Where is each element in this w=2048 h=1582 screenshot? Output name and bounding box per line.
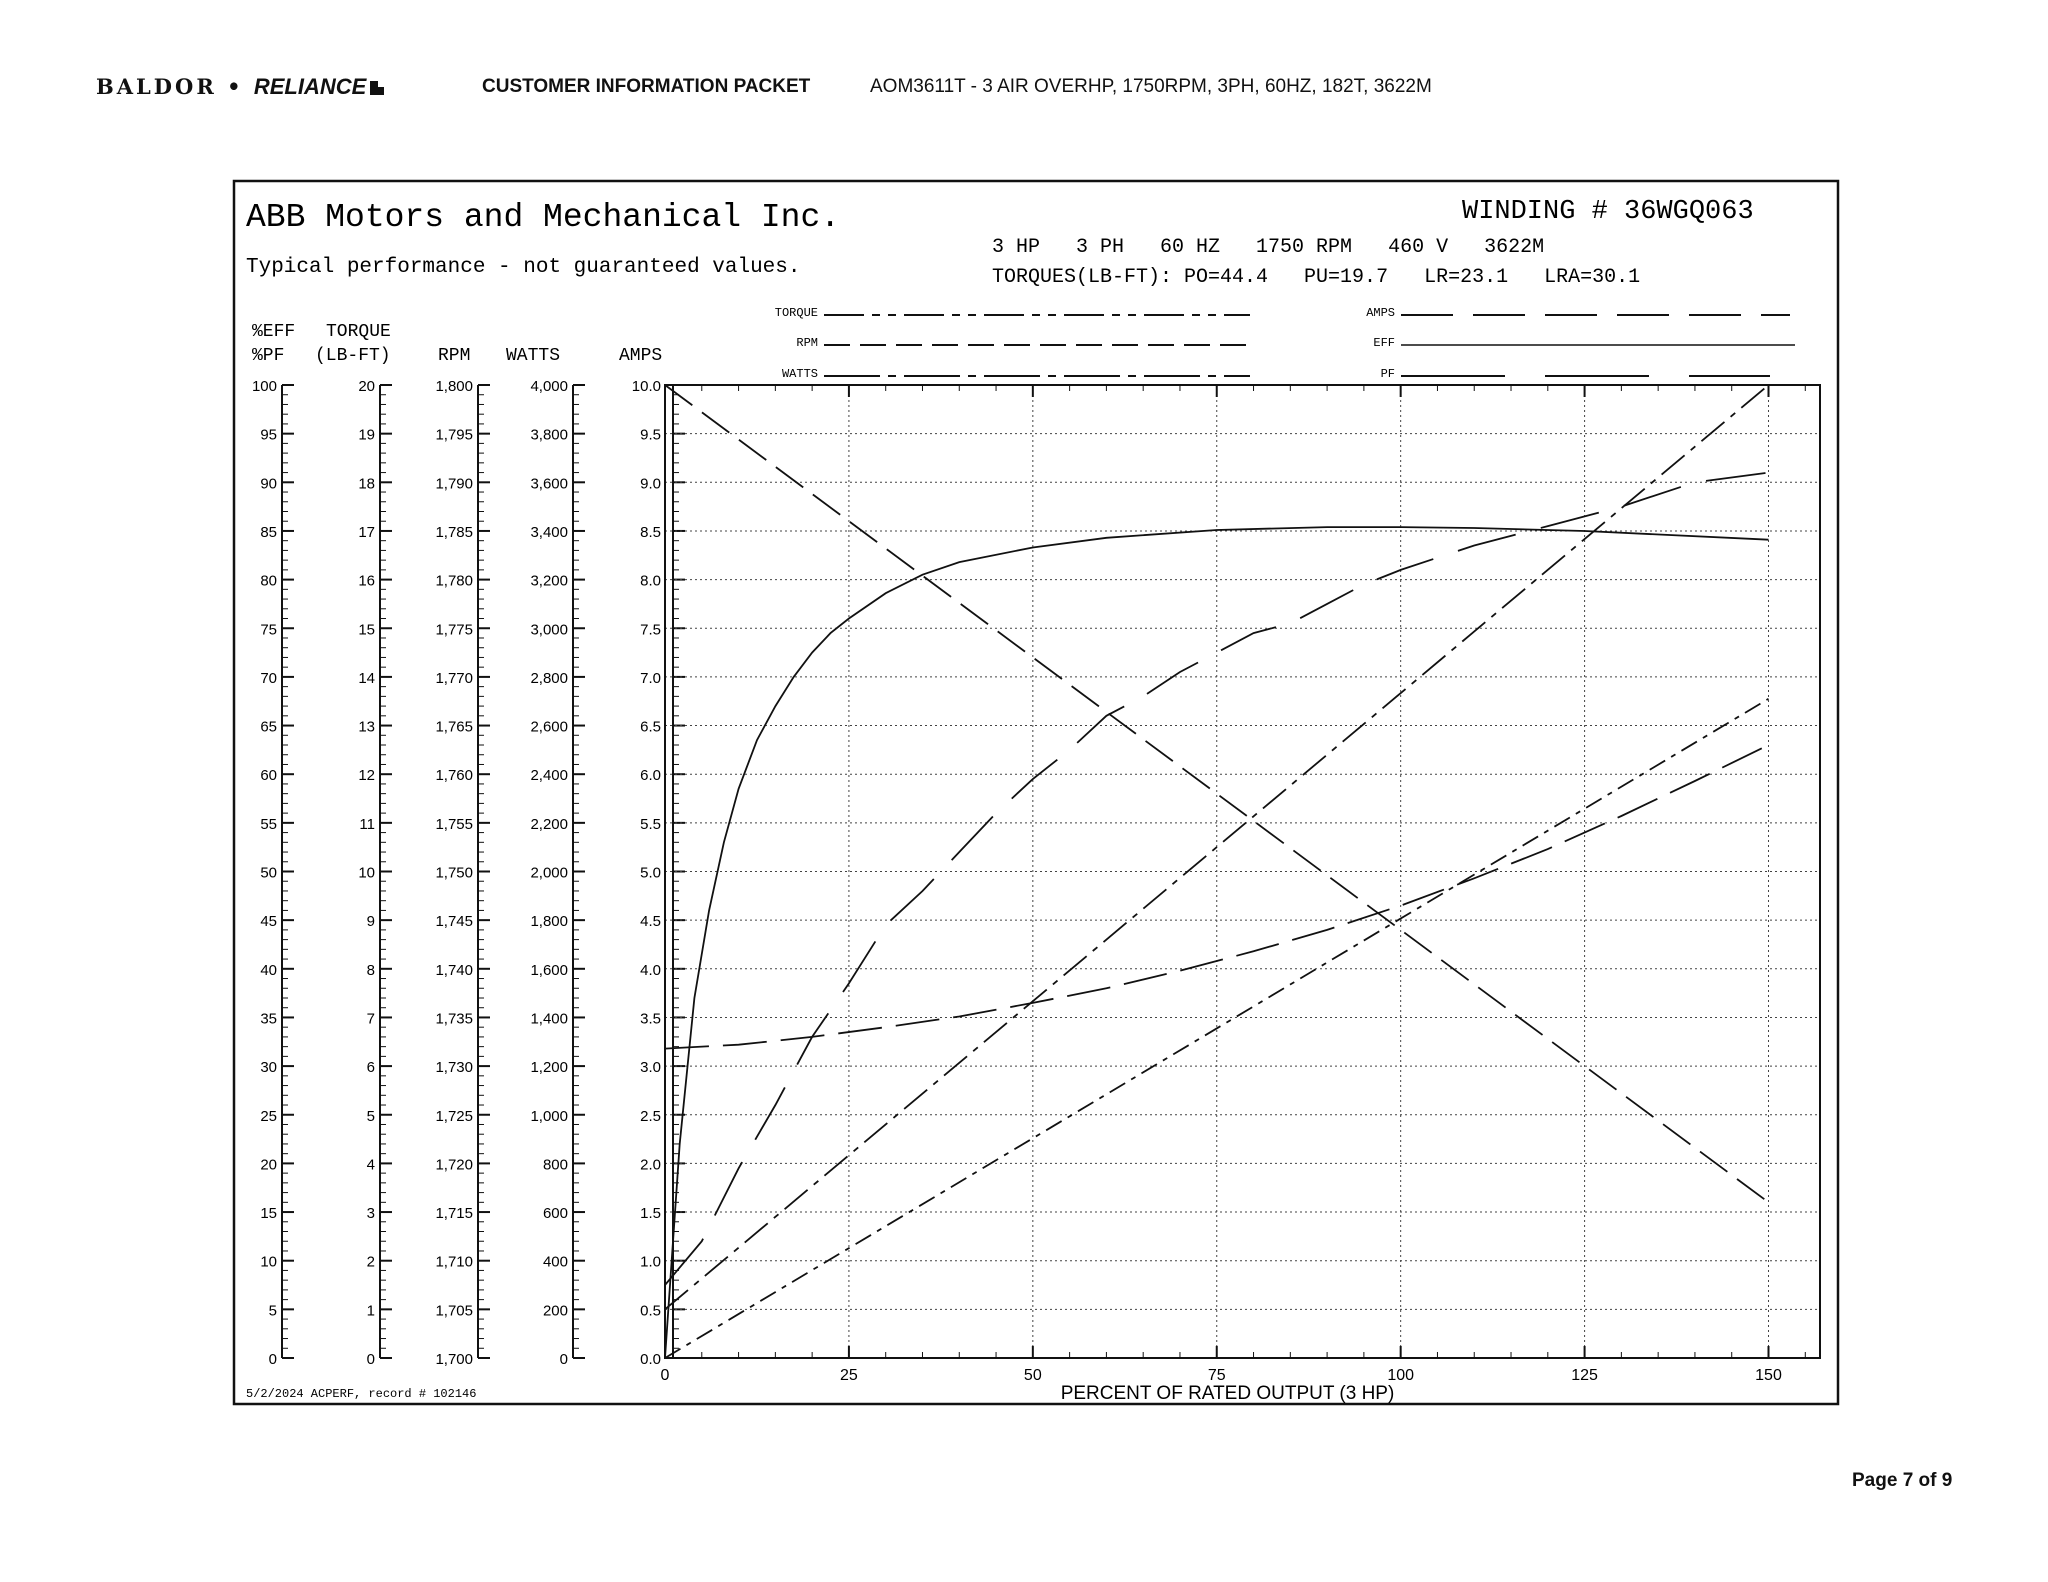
legend-pf-label: PF: [1380, 367, 1395, 381]
brand-dot: •: [227, 74, 244, 99]
axis-eff_pf-tick-label: 50: [260, 864, 277, 882]
axis-watts-tick-label: 800: [542, 1156, 568, 1174]
axis-watts-tick-label: 3,600: [530, 475, 568, 493]
winding-number: WINDING # 36WGQ063: [1462, 197, 1754, 227]
chart-outer-frame: [234, 181, 1838, 1404]
axis-rpm-tick-label: 1,755: [435, 815, 473, 833]
axis-torque-tick-label: 5: [366, 1107, 375, 1125]
axis-amps-tick-label: 0.5: [640, 1302, 661, 1320]
axis-watts-tick-label: 0: [559, 1351, 568, 1368]
series-rpm-line: [665, 385, 1769, 1202]
axis-amps-tick-label: 10.0: [631, 378, 661, 395]
axis-eff_pf-tick-label: 85: [260, 523, 277, 541]
axis-watts-tick-label: 1,200: [530, 1059, 568, 1077]
axis-rpm-tick-label: 1,775: [435, 621, 473, 639]
x-axis: [661, 385, 1806, 1384]
rpm-header: RPM: [438, 346, 471, 366]
axis-amps-tick-label: 5.0: [640, 864, 661, 882]
axis-amps-tick-label: 4.5: [640, 913, 661, 931]
axis-rpm-tick-label: 1,705: [435, 1302, 473, 1320]
axis-torque-tick-label: 19: [358, 426, 375, 444]
disclaimer: Typical performance - not guaranteed values.: [246, 256, 801, 279]
amps-header: AMPS: [619, 346, 663, 366]
axis-eff_pf-tick-label: 80: [260, 572, 277, 590]
record-stamp: 5/2/2024 ACPERF, record # 102146: [246, 1387, 477, 1401]
axis-watts-tick-label: 2,200: [530, 815, 568, 833]
axis-eff_pf-tick-label: 65: [260, 718, 277, 736]
axis-watts-tick-label: 2,400: [530, 767, 568, 785]
axis-eff_pf-tick-label: 95: [260, 426, 277, 444]
axis-watts-tick-label: 2,600: [530, 718, 568, 736]
axis-amps-tick-label: 0.0: [640, 1351, 661, 1368]
axis-eff_pf-tick-label: 75: [260, 621, 277, 639]
axis-amps-tick-label: 8.0: [640, 572, 661, 590]
axis-torque-tick-label: 17: [358, 523, 375, 541]
left-axes: [252, 378, 685, 1368]
brand-reliance: RELIANCE: [253, 74, 367, 99]
axis-watts-tick-label: 3,200: [530, 572, 568, 590]
axis-eff_pf-tick-label: 100: [251, 378, 277, 395]
axis-rpm-tick-label: 1,735: [435, 1010, 473, 1028]
axis-rpm-tick-label: 1,795: [435, 426, 473, 444]
axis-amps-tick-label: 8.5: [640, 523, 661, 541]
legend-watts-label: WATTS: [781, 367, 818, 381]
axis-amps-tick-label: 3.5: [640, 1010, 661, 1028]
axis-watts-tick-label: 1,000: [530, 1107, 568, 1125]
packet-title: CUSTOMER INFORMATION PACKET: [482, 76, 811, 97]
axis-amps-tick-label: 7.5: [640, 621, 661, 639]
axis-torque-tick-label: 10: [358, 864, 375, 882]
axis-rpm-tick-label: 1,725: [435, 1107, 473, 1125]
axis-eff_pf-tick-label: 5: [268, 1302, 277, 1320]
axis-rpm-tick-label: 1,800: [435, 378, 473, 395]
axis-amps-tick-label: 2.0: [640, 1156, 661, 1174]
axis-torque-tick-label: 14: [358, 669, 375, 687]
axis-watts-tick-label: 2,000: [530, 864, 568, 882]
axis-eff_pf-tick-label: 25: [260, 1107, 277, 1125]
x-tick-label: 125: [1571, 1367, 1598, 1384]
axis-eff_pf-tick-label: 55: [260, 815, 277, 833]
axis-amps-tick-label: 7.0: [640, 669, 661, 687]
axis-torque-tick-label: 9: [366, 913, 375, 931]
axis-torque-tick-label: 6: [366, 1059, 375, 1077]
axis-rpm-tick-label: 1,700: [435, 1351, 473, 1368]
axis-rpm-tick-label: 1,790: [435, 475, 473, 493]
x-tick-label: 50: [1023, 1367, 1042, 1384]
pf-header: %PF: [252, 346, 285, 366]
axis-watts-tick-label: 3,800: [530, 426, 568, 444]
torque-unit-header: (LB-FT): [315, 346, 391, 366]
chart-grid: [665, 385, 1820, 1358]
series-watts-line: [665, 699, 1769, 1358]
axis-torque-tick-label: 2: [366, 1253, 375, 1271]
x-tick-label: 25: [840, 1367, 858, 1384]
axis-torque-tick-label: 16: [358, 572, 375, 590]
axis-eff_pf-tick-label: 35: [260, 1010, 277, 1028]
axis-rpm-tick-label: 1,780: [435, 572, 473, 590]
axis-amps-tick-label: 9.0: [640, 475, 661, 493]
axis-watts-tick-label: 600: [542, 1205, 568, 1223]
legend-amps-label: AMPS: [1366, 306, 1395, 320]
legend-rpm-label: RPM: [796, 336, 818, 350]
axis-eff_pf-tick-label: 15: [260, 1205, 277, 1223]
axis-watts-tick-label: 2,800: [530, 669, 568, 687]
axis-torque-tick-label: 15: [358, 621, 375, 639]
axis-eff_pf-tick-label: 60: [260, 767, 277, 785]
axis-amps-tick-label: 6.5: [640, 718, 661, 736]
axis-rpm-tick-label: 1,740: [435, 961, 473, 979]
axis-torque-tick-label: 11: [359, 815, 375, 833]
torque-header: TORQUE: [326, 322, 391, 342]
axis-watts-tick-label: 3,400: [530, 523, 568, 541]
axis-torque-tick-label: 13: [358, 718, 375, 736]
x-tick-label: 100: [1387, 1367, 1415, 1384]
axis-eff_pf-tick-label: 0: [268, 1351, 277, 1368]
axis-rpm-tick-label: 1,730: [435, 1059, 473, 1077]
axis-watts-tick-label: 1,800: [530, 913, 568, 931]
axis-amps-tick-label: 3.0: [640, 1059, 661, 1077]
axis-rpm-tick-label: 1,760: [435, 767, 473, 785]
eff-header: %EFF: [252, 322, 296, 342]
legend-torque-label: TORQUE: [774, 306, 818, 320]
axis-watts-tick-label: 200: [542, 1302, 568, 1320]
axis-torque-tick-label: 18: [358, 475, 375, 493]
axis-rpm-tick-label: 1,745: [435, 913, 473, 931]
axis-watts-tick-label: 1,400: [530, 1010, 568, 1028]
brand-baldor: BALDOR: [96, 74, 217, 99]
axis-watts-tick-label: 3,000: [530, 621, 568, 639]
axis-amps-tick-label: 5.5: [640, 815, 661, 833]
axis-amps-tick-label: 1.0: [640, 1253, 661, 1271]
axis-amps-tick-label: 9.5: [640, 426, 661, 444]
axis-torque-tick-label: 1: [366, 1302, 375, 1320]
x-tick-label: 0: [660, 1367, 670, 1384]
axis-eff_pf-tick-label: 30: [260, 1059, 277, 1077]
axis-torque-tick-label: 3: [366, 1205, 375, 1223]
axis-eff_pf-tick-label: 20: [260, 1156, 277, 1174]
x-axis-label: PERCENT OF RATED OUTPUT (3 HP): [1060, 1383, 1395, 1404]
axis-rpm-tick-label: 1,750: [435, 864, 473, 882]
axis-rpm-tick-label: 1,715: [435, 1205, 473, 1223]
axis-torque-tick-label: 12: [358, 767, 375, 785]
axis-torque-tick-label: 0: [366, 1351, 375, 1368]
axis-amps-tick-label: 6.0: [640, 767, 661, 785]
axis-eff_pf-tick-label: 90: [260, 475, 277, 493]
motor-specs: 3 HP 3 PH 60 HZ 1750 RPM 460 V 3622M: [992, 236, 1545, 259]
axis-rpm-tick-label: 1,720: [435, 1156, 473, 1174]
watts-header: WATTS: [506, 346, 561, 366]
axis-amps-tick-label: 2.5: [640, 1107, 661, 1125]
axis-rpm-tick-label: 1,785: [435, 523, 473, 541]
axis-eff_pf-tick-label: 45: [260, 913, 277, 931]
company-name: ABB Motors and Mechanical Inc.: [246, 199, 841, 236]
axis-watts-tick-label: 1,600: [530, 961, 568, 979]
axis-amps-tick-label: 1.5: [640, 1205, 661, 1223]
axis-eff_pf-tick-label: 10: [260, 1253, 277, 1271]
page-number: Page 7 of 9: [1852, 1470, 1953, 1491]
legend: [775, 306, 1795, 381]
x-tick-label: 150: [1755, 1367, 1782, 1384]
axis-rpm-tick-label: 1,770: [435, 669, 473, 687]
torque-values: TORQUES(LB-FT): PO=44.4 PU=19.7 LR=23.1 LRA=30.1: [992, 266, 1641, 289]
axis-watts-tick-label: 4,000: [530, 378, 568, 395]
axis-rpm-tick-label: 1,710: [435, 1253, 473, 1271]
x-tick-label: 75: [1207, 1367, 1226, 1384]
axis-amps-tick-label: 4.0: [640, 961, 661, 979]
axis-torque-tick-label: 8: [366, 961, 375, 979]
axis-torque-tick-label: 20: [358, 378, 375, 395]
legend-eff-label: EFF: [1373, 336, 1395, 350]
axis-eff_pf-tick-label: 40: [260, 961, 277, 979]
axis-torque-tick-label: 4: [366, 1156, 375, 1174]
axis-watts-tick-label: 400: [542, 1253, 568, 1271]
axis-torque-tick-label: 7: [366, 1010, 375, 1028]
axis-rpm-tick-label: 1,765: [435, 718, 473, 736]
axis-headers: [252, 322, 662, 366]
axis-eff_pf-tick-label: 70: [260, 669, 277, 687]
model-info: AOM3611T - 3 AIR OVERHP, 1750RPM, 3PH, 60HZ, 182T, 3622M: [870, 76, 1432, 97]
